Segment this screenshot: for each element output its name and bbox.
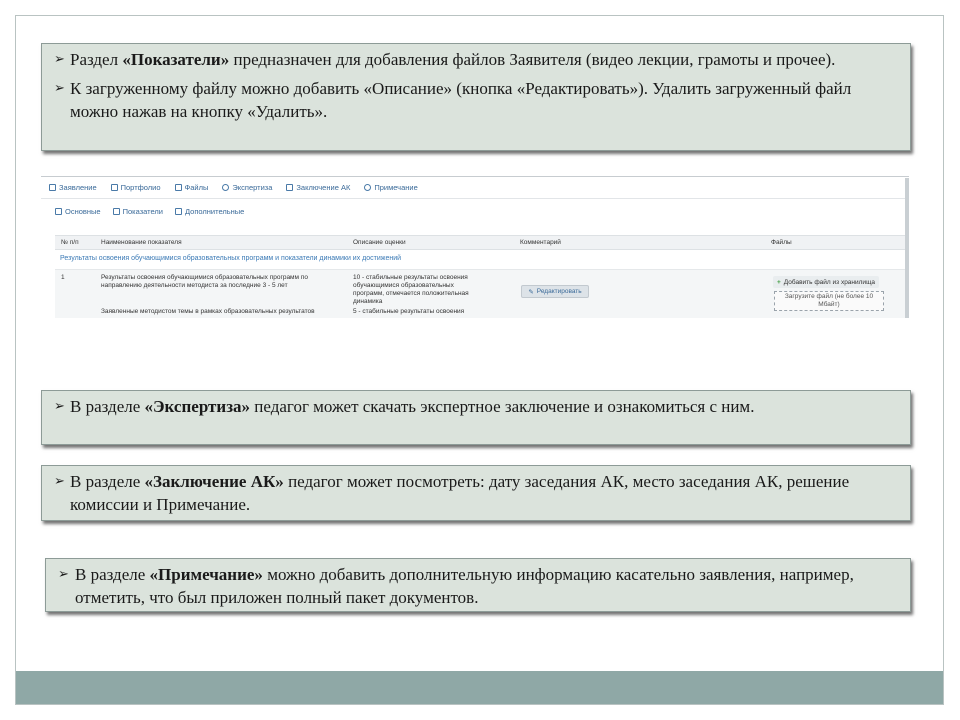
folder-icon [175, 184, 182, 191]
column-header: Файлы [771, 239, 792, 246]
bullet-item: ➢ В разделе «Экспертиза» педагог может скачать экспертное заключение и ознакомиться с ним. [54, 397, 755, 416]
arrow-bullet-icon: ➢ [54, 474, 65, 489]
plus-icon: + [777, 278, 781, 286]
bullet-item: ➢ В разделе «Примечание» можно добавить дополнительную информацию касательно заявления, например, отметить, что был приложен полный пакет документов. [58, 565, 854, 607]
briefcase-icon [111, 184, 118, 191]
document-icon [49, 184, 56, 191]
tab-basic[interactable]: Основные [55, 207, 101, 216]
tab-indicators[interactable]: Показатели [113, 207, 163, 216]
upload-dropzone[interactable]: Загрузите файл (не более 10 Мбайт) [774, 291, 884, 311]
arrow-bullet-icon: ➢ [54, 81, 65, 96]
column-header: № п/п [61, 239, 79, 246]
bookmark-icon [175, 208, 182, 215]
arrow-bullet-icon: ➢ [54, 399, 65, 414]
column-header: Наименование показателя [101, 239, 182, 246]
screenshot-shadow [905, 178, 909, 318]
nav-item-portfolio[interactable]: Портфолио [111, 183, 161, 192]
row-number: 1 [61, 274, 65, 281]
nav-item-application[interactable]: Заявление [49, 183, 97, 192]
chart-icon [113, 208, 120, 215]
indicator-extra: Заявленные методистом темы в рамках образовательных результатов [101, 308, 315, 315]
conclusion-note-box [41, 465, 911, 521]
description-text: 10 - стабильные результаты освоения обучающимися образовательных программ, отмечается положительная динамика [353, 274, 469, 305]
arrow-bullet-icon: ➢ [54, 52, 65, 67]
remark-note-box [45, 558, 911, 612]
nav-item-conclusion[interactable]: Заключение АК [286, 183, 350, 192]
network-icon [222, 184, 229, 191]
bullet-item: ➢ К загруженному файлу можно добавить «Описание» (кнопка «Редактировать»). Удалить загруженный файл можно нажав на кнопку «Удалить». [54, 79, 852, 121]
indicator-name: Результаты освоения обучающимися образовательных программ по направлению деятельности методиста за последние 3 - 5 лет [101, 274, 308, 289]
embedded-screenshot [41, 176, 909, 318]
column-header: Описание оценки [353, 239, 406, 246]
bullet-item: ➢ В разделе «Заключение АК» педагог может посмотреть: дату заседания АК, место заседания АК, решение комиссии и Примечание. [54, 472, 850, 514]
document-icon [55, 208, 62, 215]
group-title-link[interactable]: Результаты освоения обучающимися образовательных программ и показатели динамики их достижений [60, 255, 402, 262]
table-header [55, 235, 905, 250]
sub-tabs [55, 207, 256, 216]
arrow-bullet-icon: ➢ [58, 567, 69, 582]
description-extra: 5 - стабильные результаты освоения [353, 308, 465, 315]
pencil-icon: ✎ [528, 288, 534, 296]
top-nav [41, 177, 909, 199]
bullet-item: ➢ Раздел «Показатели» предназначен для добавления файлов Заявителя (видео лекции, грамоты и прочее). [54, 50, 836, 69]
expertise-note-box [41, 390, 911, 445]
star-icon [286, 184, 293, 191]
footer-band [16, 671, 943, 704]
indicators-note-box [41, 43, 911, 151]
nav-item-expertise[interactable]: Экспертиза [222, 183, 272, 192]
column-header: Комментарий [520, 239, 561, 246]
comment-icon [364, 184, 371, 191]
tab-additional[interactable]: Дополнительные [175, 207, 244, 216]
add-file-button[interactable]: + Добавить файл из хранилища [773, 276, 879, 288]
nav-item-note[interactable]: Примечание [364, 183, 417, 192]
edit-button[interactable]: ✎ Редактировать [521, 285, 589, 298]
nav-item-files[interactable]: Файлы [175, 183, 209, 192]
